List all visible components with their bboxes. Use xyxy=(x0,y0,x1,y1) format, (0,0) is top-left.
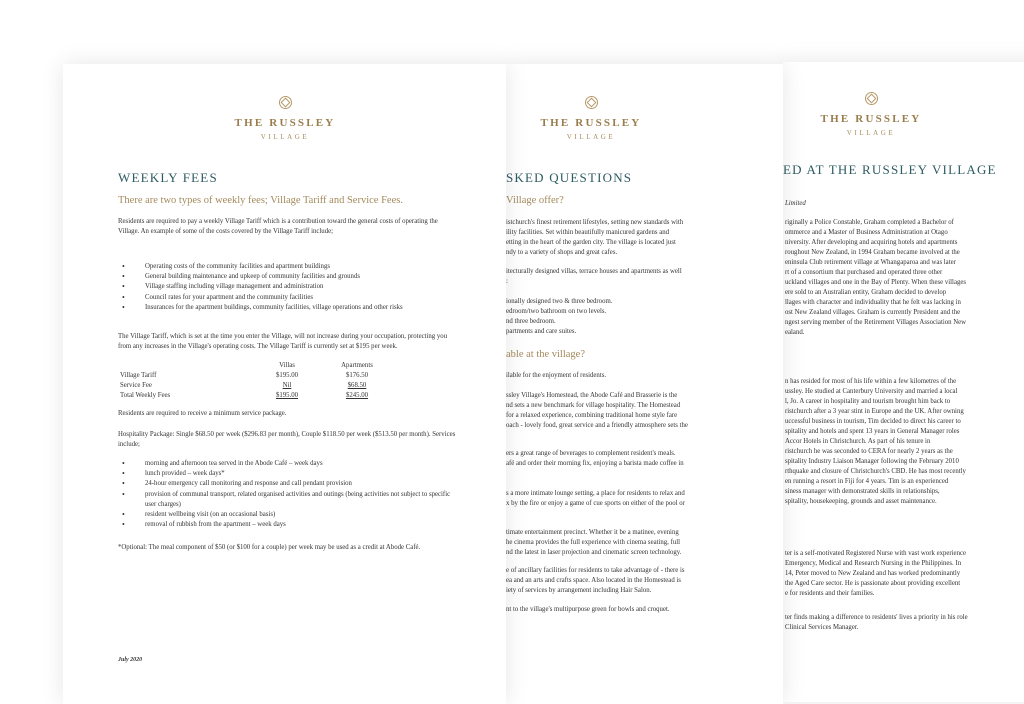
russley-logo xyxy=(783,92,959,137)
list-item: • lunch provided – week days* xyxy=(118,469,458,479)
answer-paragraph: itecturally designed villas, terrace houses and apartments as well : xyxy=(506,268,682,285)
list-item: • Operating costs of the community facilities and apartment buildings xyxy=(118,262,458,272)
document-page-1 xyxy=(63,64,506,704)
page-subtitle: There are two types of weekly fees; Village Tariff and Service Fees. xyxy=(118,195,403,206)
service-list xyxy=(118,459,458,530)
bio-peter: ter is a self-motivated Registered Nurse with vast work experience Emergency, Medical and Research Nursing in the Philippines. In 14, Peter moved to New Zealand and has worked predominantly the Aged Care sector. He is passionate about providing excellent e for residents and their families. xyxy=(785,550,967,597)
logo-name: THE RUSSLEY xyxy=(540,117,642,129)
list-item: • 24-hour emergency call monitoring and response and call pendant provision xyxy=(118,479,458,489)
optional-note: *Optional: The meal component of $50 (or $100 for a couple) per week may be used as a credit at Abode Café. xyxy=(118,544,421,551)
page-footer-date: July 2020 xyxy=(118,657,143,663)
cost-list xyxy=(118,262,458,313)
answer-paragraph: s a more intimate lounge setting, a place for residents to relax and x by the fire or enjoy a game of cue sports on either of the pool or xyxy=(506,490,685,507)
list-item: • Village staffing including village management and administration xyxy=(118,282,458,292)
question-heading: able at the village? xyxy=(506,349,586,360)
hospitality-paragraph: Hospitality Package: Single $68.50 per week ($296.83 per month), Couple $118.50 per week ($513.50 per month). Services include; xyxy=(118,431,456,449)
table-row: Village Tariff $195.00 $176.50 xyxy=(120,372,369,379)
logo-emblem-icon xyxy=(279,96,292,109)
logo-name: THE RUSSLEY xyxy=(234,117,336,129)
answer-paragraph: istchurch's finest retirement lifestyles, setting new standards with ility facilities. Set within beautifully manicured gardens and etting in the heart of the garden city. The village is located just ndy to a variety of shops and great cafes. xyxy=(506,219,684,256)
document-page-2 xyxy=(506,64,783,704)
list-item: • General building maintenance and upkeep of community facilities and grounds xyxy=(118,272,458,282)
logo-emblem-icon xyxy=(585,96,598,109)
answer-paragraph: e of ancillary facilities for residents to take advantage of - there is ea and an arts and crafts space. Also located in the Homestead is iety of services by arrangement including Hair Salon. xyxy=(506,567,685,594)
bio-tim: n has resided for most of his life within a few kilometres of the ussley. He studied at Canterbury University and married a local l, Jo. A career in hospitality and tourism brought him back to ristchurch after a 3 year stint in Europe and the UK. After owning uccessful business in tourism, Tim decided to direct his career to spitality and hotels and spent 13 years in General Manager roles Accor Hotels in Christchurch. As part of his tenure in ristchurch he was seconded to CERA for nearly 2 years as the spitality Industry Liaison Manager following the February 2010 rthquake and closure of Christchurch's CBD. He has most recently en running a resort in Fiji for 4 years. Tim is an experienced siness manager with demonstrated skills in relationships, spitality, housekeeping, grounds and asset maintenance. xyxy=(785,378,966,505)
logo-emblem-icon xyxy=(865,92,878,105)
service-paragraph: Residents are required to receive a minimum service package. xyxy=(118,410,287,417)
answer-paragraph: timate entertainment precinct. Whether it be a matinee, evening he cinema provides the full experience with cinema seating, full nd the latest in laser projection and cinematic screen technology. xyxy=(506,529,682,556)
russley-logo xyxy=(200,96,370,141)
document-page-3 xyxy=(783,62,1024,702)
logo-name: THE RUSSLEY xyxy=(820,113,922,125)
logo-subtitle: VILLAGE xyxy=(846,129,896,137)
russley-logo xyxy=(506,96,676,141)
answer-paragraph: nt to the village's multipurpose green for bowls and croquet. xyxy=(506,606,670,613)
logo-subtitle: VILLAGE xyxy=(260,133,310,141)
list-item: • resident wellbeing visit (on an occasional basis) xyxy=(118,510,458,520)
tariff-paragraph: The Village Tariff, which is set at the time you enter the Village, will not increase during your occupation, protecting you from any increases in the Village's operating costs. The Village Tariff is currently set at $195 per week. xyxy=(118,333,448,351)
page-title: ED AT THE RUSSLEY VILLAGE xyxy=(783,162,997,177)
list-item: • provision of communal transport, related organised activities and outings (being activities not subject to specific user charges) xyxy=(118,490,458,510)
answer-paragraph: ers a great range of beverages to complement resident's meals. afé and order their morning fix, enjoying a barista made coffee in xyxy=(506,450,684,467)
logo-subtitle: VILLAGE xyxy=(566,133,616,141)
bio-graham: riginally a Police Constable, Graham completed a Bachelor of ommerce and a Master of Business Administration at Otago niversity. After developing and acquiring hotels and apartments roughout New Zealand, in 1994 Graham became involved at the eninsula Club retirement village at Whangaparoa and was later rt of a consortium that purchased and operated three other uckland villages and one in the Bay of Plenty. When these villages ere sold to an Australian entity, Graham decided to develop llages with character and individuality that he felt was lacking in ost New Zealand villages. Graham is currently President and the ngest serving member of the Retirement Villages Association New ealand. xyxy=(785,219,967,336)
list-item: • Council rates for your apartment and the community facilities xyxy=(118,293,458,303)
company-label: Limited xyxy=(785,200,806,207)
list-item: • removal of rubbish from the apartment – week days xyxy=(118,520,458,530)
table-row: Service Fee Nil $68.50 xyxy=(120,382,367,389)
intro-paragraph: Residents are required to pay a weekly Village Tariff which is a contribution toward the general costs of operating the Village. An example of some of the costs covered by the Village Tariff include; xyxy=(118,218,438,236)
table-row: Total Weekly Fees $195.00 $245.00 xyxy=(120,392,369,399)
answer-paragraph: ssley Village's Homestead, the Abode Café and Brasserie is the nd sets a new benchmark for village hospitality. The Homestead for a relaxed experience, combining traditional home style fare oach - lovely food, great service and a friendly atmosphere sets the xyxy=(506,392,688,429)
fee-table xyxy=(120,361,392,401)
list-item: • Insurances for the apartment buildings, community facilities, village operations and other risks xyxy=(118,303,458,313)
bio-peter-role: ter finds making a difference to residents' lives a priority in his role Clinical Services Manager. xyxy=(785,614,968,631)
list-item: • morning and afternoon tea served in the Abode Café – week days xyxy=(118,459,458,469)
answer-list: ionally designed two & three bedroom. edroom/two bathroom on two levels. nd three bedroom. partments and care suites. xyxy=(506,298,613,335)
answer-paragraph: ilable for the enjoyment of residents. xyxy=(506,372,607,379)
question-heading: Village offer? xyxy=(506,195,564,206)
page-title: WEEKLY FEES xyxy=(118,170,218,185)
page-title: SKED QUESTIONS xyxy=(506,170,633,185)
table-header-row: Villas Apartments xyxy=(279,362,373,369)
